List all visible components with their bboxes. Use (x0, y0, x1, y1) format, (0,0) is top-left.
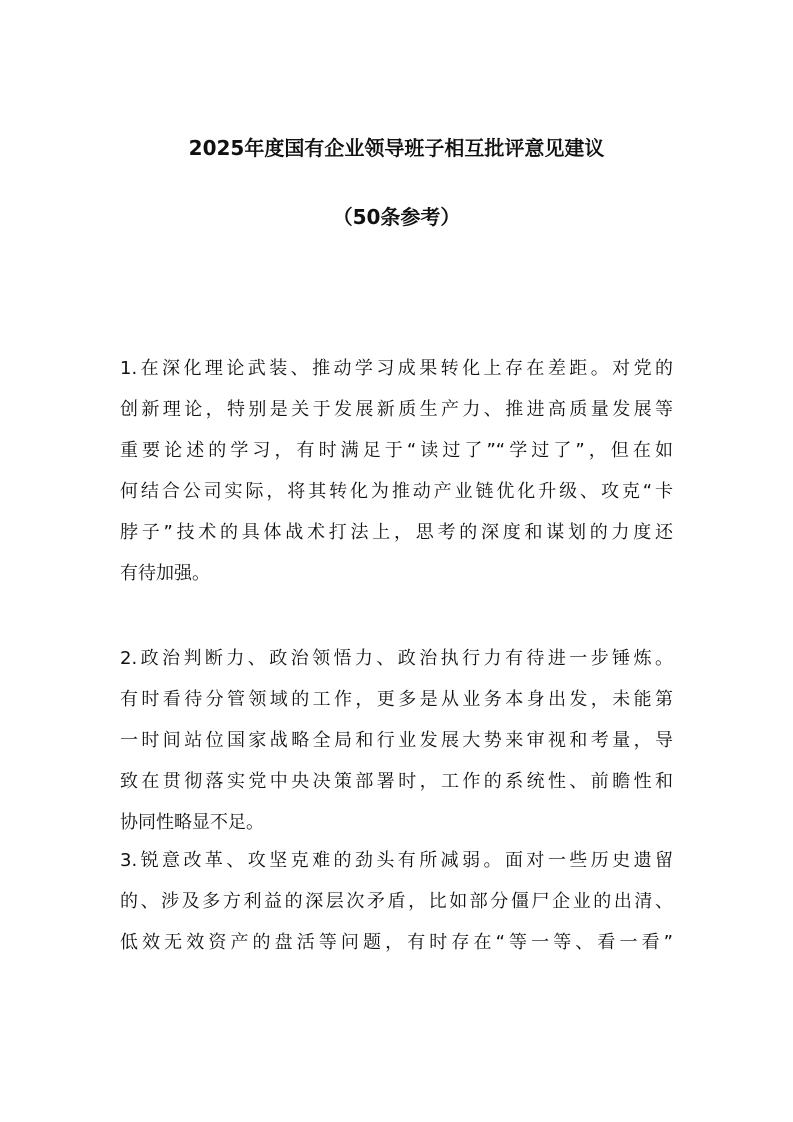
document-title: 2025年度国有企业领导班子相互批评意见建议 (188, 136, 605, 160)
document-subtitle: （50条参考） (332, 205, 461, 229)
text-line: 何结合公司实际，将其转化为推动产业链优化升级、攻克“卡 (120, 481, 673, 502)
paragraph-3 (120, 840, 673, 963)
paragraph-1 (120, 348, 673, 594)
text-line: 重要论述的学习，有时满足于“读过了”“学过了”，但在如 (120, 440, 673, 461)
paragraph-2 (120, 638, 673, 843)
text-line: 的、涉及多方利益的深层次矛盾，比如部分僵尸企业的出清、 (120, 891, 673, 912)
text-line: 1.在深化理论武装、推动学习成果转化上存在差距。对党的 (120, 358, 673, 379)
text-line: 脖子”技术的具体战术打法上，思考的深度和谋划的力度还 (120, 522, 673, 543)
text-line: 协同性略显不足。 (120, 812, 264, 833)
text-line: 有待加强。 (120, 563, 210, 584)
text-line: 一时间站位国家战略全局和行业发展大势来审视和考量，导 (120, 730, 673, 751)
text-line: 致在贯彻落实党中央决策部署时，工作的系统性、前瞻性和 (120, 771, 673, 792)
text-line: 创新理论，特别是关于发展新质生产力、推进高质量发展等 (120, 399, 673, 420)
text-line: 2.政治判断力、政治领悟力、政治执行力有待进一步锤炼。 (120, 648, 673, 669)
text-line: 3.锐意改革、攻坚克难的劲头有所减弱。面对一些历史遗留 (120, 850, 673, 871)
text-line: 低效无效资产的盘活等问题，有时存在“等一等、看一看” (120, 932, 673, 953)
text-line: 有时看待分管领域的工作，更多是从业务本身出发，未能第 (120, 689, 673, 710)
